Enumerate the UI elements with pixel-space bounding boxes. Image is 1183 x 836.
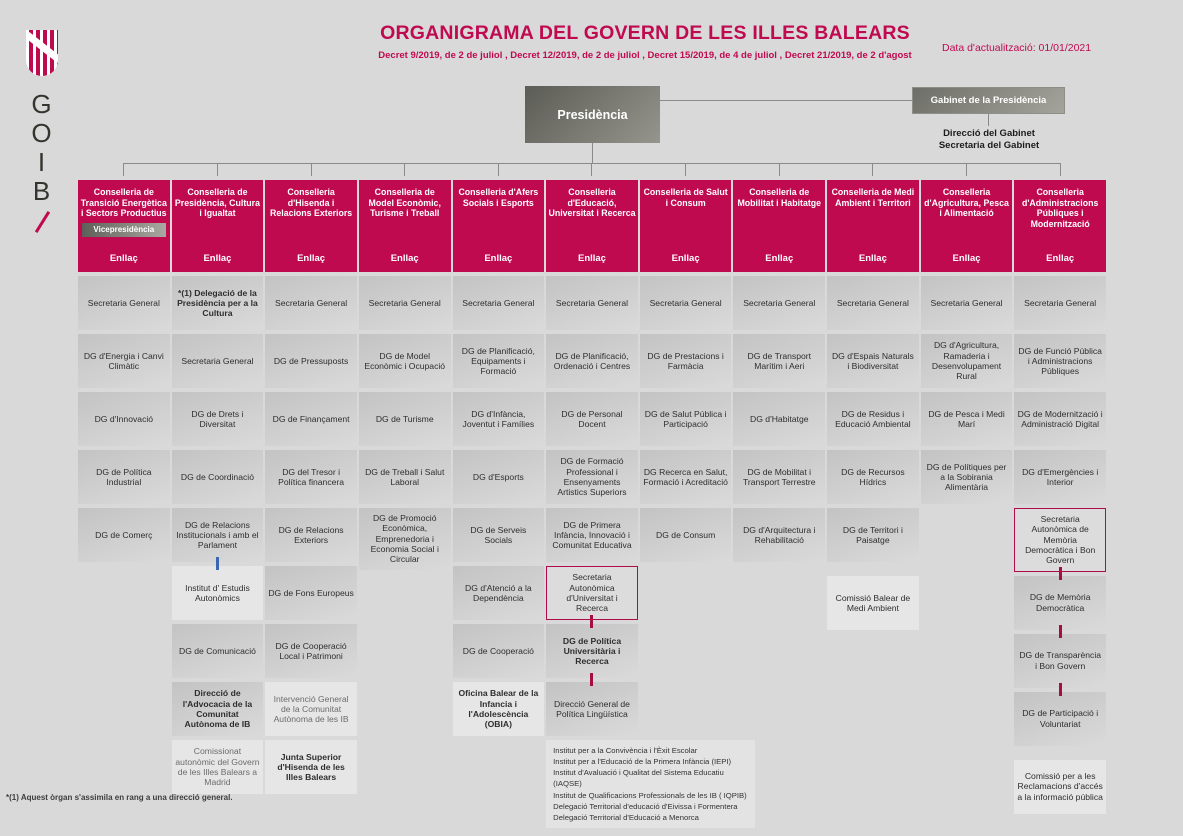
connector-column-stub	[311, 163, 312, 176]
enllac-link[interactable]: Enllaç	[109, 253, 138, 264]
conselleria-column-1	[78, 163, 170, 562]
org-grid	[78, 163, 1106, 828]
conselleria-title: Conselleria d'Afers Socials i Esports	[458, 187, 539, 208]
org-box: Oficina Balear de la Infancia i l'Adolescència (OBIA)	[453, 682, 545, 736]
org-box: Secretaria General	[453, 276, 545, 330]
org-box: DG Recerca en Salut, Formació i Acreditació	[640, 450, 732, 504]
org-box: DG de Transparència i Bon Govern	[1014, 634, 1106, 688]
org-box: DG d'Infància, Joventut i Famílies	[453, 392, 545, 446]
org-box: DG de Fons Europeus	[265, 566, 357, 620]
connector-gabinet-down	[988, 114, 989, 126]
connector-presidencia-gabinet	[660, 100, 912, 101]
enllac-link[interactable]: Enllaç	[1046, 253, 1075, 264]
gabinet-box: Gabinet de la Presidència	[912, 87, 1065, 114]
org-box: DG de Pesca i Medi Marí	[921, 392, 1013, 446]
org-box: DG de Cooperació Local i Patrimoni	[265, 624, 357, 678]
org-box: DG de Mobilitat i Transport Terrestre	[733, 450, 825, 504]
enllac-link[interactable]: Enllaç	[671, 253, 700, 264]
educacio-instituts-list	[546, 740, 755, 828]
title-block	[250, 22, 1040, 61]
org-box: Comissió per a les Reclamacions d'accés a la informació pública	[1014, 760, 1106, 814]
conselleria-title: Conselleria de Presidència, Cultura i Igualtat	[174, 187, 260, 219]
org-box: Secretaria General	[1014, 276, 1106, 330]
balearic-shield-icon	[26, 30, 58, 76]
presidencia-box: Presidència	[525, 86, 660, 143]
gabinet-sublabels	[908, 128, 1070, 152]
org-box: Institut d' Estudis Autonòmics	[172, 566, 264, 620]
connector-column-stub	[591, 163, 592, 176]
org-box: DG d'Espais Naturals i Biodiversitat	[827, 334, 919, 388]
org-box: DG de Salut Pública i Participació	[640, 392, 732, 446]
org-box: DG de Residus i Educació Ambiental	[827, 392, 919, 446]
connector-column-stub	[966, 163, 967, 176]
conselleria-column-10	[921, 163, 1013, 504]
org-box: Junta Superior d'Hisenda de les Illes Balears	[265, 740, 357, 794]
list-item: Delegació Territorial d'educació d'Eivissa i Formentera	[553, 801, 738, 811]
page-subtitle: Decret 9/2019, de 2 de juliol , Decret 12/2019, de 2 de juliol , Decret 15/2019, de 4 de juliol , Decret 21/2019, de 2 d'agost	[378, 50, 912, 61]
org-box: DG de Primera Infància, Innovació i Comunitat Educativa	[546, 508, 638, 562]
org-box: Secretaria General	[546, 276, 638, 330]
conselleria-column-5	[453, 163, 545, 736]
org-box: DG de Participació i Voluntariat	[1014, 692, 1106, 746]
org-box: DG de Model Econòmic i Ocupació	[359, 334, 451, 388]
logo-letter: O	[31, 118, 53, 148]
org-box: DG de Transport Marítim i Aeri	[733, 334, 825, 388]
vicepresidencia-badge: Vicepresidència	[82, 223, 166, 237]
conselleria-header	[733, 180, 825, 272]
list-item: Institut d'Avaluació i Qualitat del Sistema Educatiu (IAQSE)	[553, 768, 724, 789]
conselleria-header	[546, 180, 638, 272]
org-box: DG de Territori i Paisatge	[827, 508, 919, 562]
org-box: DG d'Innovació	[78, 392, 170, 446]
org-box: Secretaria General	[827, 276, 919, 330]
org-box: DG de Formació Professional i Ensenyaments Artistics Superiors	[546, 450, 638, 504]
list-item: Institut per a la Convivència i l'Èxit Escolar	[553, 746, 698, 755]
org-box: DG del Tresor i Política financera	[265, 450, 357, 504]
enllac-link[interactable]: Enllaç	[203, 253, 232, 264]
conselleria-column-9	[827, 163, 919, 630]
logo-letter: G	[31, 89, 53, 119]
goib-letters	[18, 90, 66, 206]
org-box: Secretaria General	[640, 276, 732, 330]
page-title: ORGANIGRAMA DEL GOVERN DE LES ILLES BALEARS	[380, 22, 910, 44]
org-box: DG de Coordinació	[172, 450, 264, 504]
conselleria-header	[827, 180, 919, 272]
enllac-link[interactable]: Enllaç	[390, 253, 419, 264]
conselleria-title: Conselleria d'Administracions Públiques i Modernització	[1021, 187, 1099, 229]
enllac-link[interactable]: Enllaç	[297, 253, 326, 264]
enllac-link[interactable]: Enllaç	[858, 253, 887, 264]
org-box: Secretaria General	[359, 276, 451, 330]
org-box: Secretaria Autonòmica de Memòria Democràtica i Bon Govern	[1014, 508, 1106, 572]
org-box: DG de Finançament	[265, 392, 357, 446]
conselleria-header	[921, 180, 1013, 272]
connector-column-stub	[217, 163, 218, 176]
conselleria-header	[453, 180, 545, 272]
connector-column-stub	[779, 163, 780, 176]
org-box: DG de Consum	[640, 508, 732, 562]
org-box: DG de Cooperació	[453, 624, 545, 678]
org-box: DG d'Agricultura, Ramaderia i Desenvolupament Rural	[921, 334, 1013, 388]
conselleria-title: Conselleria de Salut i Consum	[643, 187, 728, 208]
org-box: DG de Promoció Econòmica, Emprenedoria i Economia Social i Circular	[359, 508, 451, 570]
conselleria-title: Conselleria d'Agricultura, Pesca i Alimentació	[924, 187, 1009, 219]
org-box: DG d'Esports	[453, 450, 545, 504]
connector-presidencia-down	[592, 143, 593, 163]
goib-logo	[18, 30, 66, 234]
org-box: DG de Funció Pública i Administracions Públiques	[1014, 334, 1106, 388]
org-box: DG de Recursos Hídrics	[827, 450, 919, 504]
gabinet-secretaria-label: Secretaria del Gabinet	[938, 139, 1040, 151]
conselleria-header	[640, 180, 732, 272]
conselleria-column-11	[1014, 163, 1106, 814]
org-box: Comissió Balear de Medi Ambient	[827, 576, 919, 630]
update-date: Data d'actualització: 01/01/2021	[942, 42, 1092, 54]
org-box: DG de Comunicació	[172, 624, 264, 678]
connector-column-stub	[404, 163, 405, 176]
org-box: DG de Treball i Salut Laboral	[359, 450, 451, 504]
connector-column-stub	[498, 163, 499, 176]
conselleria-column-3	[265, 163, 357, 794]
org-box: DG de Personal Docent	[546, 392, 638, 446]
enllac-link[interactable]: Enllaç	[952, 253, 981, 264]
conselleria-title: Conselleria de Transició Energètica i Sectors Productius	[80, 187, 167, 219]
shield-diagonal-band	[26, 30, 58, 71]
enllac-link[interactable]: Enllaç	[577, 253, 606, 264]
conselleria-title: Conselleria d'Educació, Universitat i Recerca	[548, 187, 636, 219]
conselleria-column-4	[359, 163, 451, 570]
org-box: Direcció de l'Advocacia de la Comunitat Autònoma de IB	[172, 682, 264, 736]
list-item: Delegació Territorial d'Educació a Menorca	[553, 812, 699, 822]
connector-column-stub	[123, 163, 124, 176]
conselleria-column-7	[640, 163, 732, 562]
logo-letter: I	[37, 147, 47, 177]
org-box: Comissionat autonòmic del Govern de les Illes Balears a Madrid	[172, 740, 264, 794]
logo-letter: B	[32, 176, 52, 206]
gabinet-direccio-label: Direcció del Gabinet	[943, 128, 1035, 139]
org-box: DG de Planificació, Ordenació i Centres	[546, 334, 638, 388]
org-box: Secretaria General	[265, 276, 357, 330]
conselleria-header	[1014, 180, 1106, 272]
conselleria-header	[172, 180, 264, 272]
org-box: Direcció General de Política Lingüística	[546, 682, 638, 736]
enllac-link[interactable]: Enllaç	[765, 253, 794, 264]
org-box: DG d'Energia i Canvi Climàtic	[78, 334, 170, 388]
org-box: Secretaria General	[172, 334, 264, 388]
org-box: DG de Pressuposts	[265, 334, 357, 388]
org-box: DG de Drets i Diversitat	[172, 392, 264, 446]
list-item: Institut de Qualificacions Professionals de les IB ( IQPIB)	[553, 790, 747, 800]
org-box: DG de Turisme	[359, 392, 451, 446]
connector-column-stub	[685, 163, 686, 176]
org-box: Intervenció General de la Comunitat Autònoma de les IB	[265, 682, 357, 736]
org-box: DG d'Habitatge	[733, 392, 825, 446]
conselleria-title: Conselleria de Model Econòmic, Turisme i Treball	[368, 187, 441, 219]
conselleria-column-8	[733, 163, 825, 562]
conselleria-header	[78, 180, 170, 272]
goib-slash-icon	[34, 211, 49, 233]
conselleria-title: Conselleria de Mobilitat i Habitatge	[737, 187, 822, 208]
org-box: *(1) Delegació de la Presidència per a la Cultura	[172, 276, 264, 330]
org-box: Secretaria General	[921, 276, 1013, 330]
org-box: DG de Planificació, Equipaments i Formació	[453, 334, 545, 388]
org-box: DG de Polítiques per a la Sobirania Alimentària	[921, 450, 1013, 504]
org-box: DG de Relacions Exteriors	[265, 508, 357, 562]
connector-column-stub	[872, 163, 873, 176]
org-box: DG d'Arquitectura i Rehabilitació	[733, 508, 825, 562]
org-box: DG de Relacions Institucionals i amb el Parlament	[172, 508, 264, 562]
org-box: DG de Modernització i Administració Digital	[1014, 392, 1106, 446]
org-box: DG d'Atenció a la Dependència	[453, 566, 545, 620]
conselleria-column-2	[172, 163, 264, 794]
list-item: Institut per a l'Educació de la Primera Infància (IEPI)	[553, 757, 732, 767]
conselleria-title: Conselleria d'Hisenda i Relacions Exteriors	[270, 187, 353, 219]
connector-column-stub	[1060, 163, 1061, 176]
enllac-link[interactable]: Enllaç	[484, 253, 513, 264]
org-box: DG de Comerç	[78, 508, 170, 562]
org-box: DG de Memòria Democràtica	[1014, 576, 1106, 630]
org-box: DG de Política Industrial	[78, 450, 170, 504]
conselleria-title: Conselleria de Medi Ambient i Territori	[831, 187, 915, 208]
org-box: Secretaria General	[733, 276, 825, 330]
org-box: Secretaria General	[78, 276, 170, 330]
conselleria-header	[265, 180, 357, 272]
org-box: Secretaria Autonòmica d'Universitat i Recerca	[546, 566, 638, 620]
org-box: DG de Serveis Socials	[453, 508, 545, 562]
org-box: DG de Prestacions i Farmàcia	[640, 334, 732, 388]
org-box: DG d'Emergències i Interior	[1014, 450, 1106, 504]
footnote: *(1) Aquest òrgan s'assimila en rang a una direcció general.	[6, 793, 233, 802]
conselleria-header	[359, 180, 451, 272]
org-box: DG de Política Universitària i Recerca	[546, 624, 638, 678]
